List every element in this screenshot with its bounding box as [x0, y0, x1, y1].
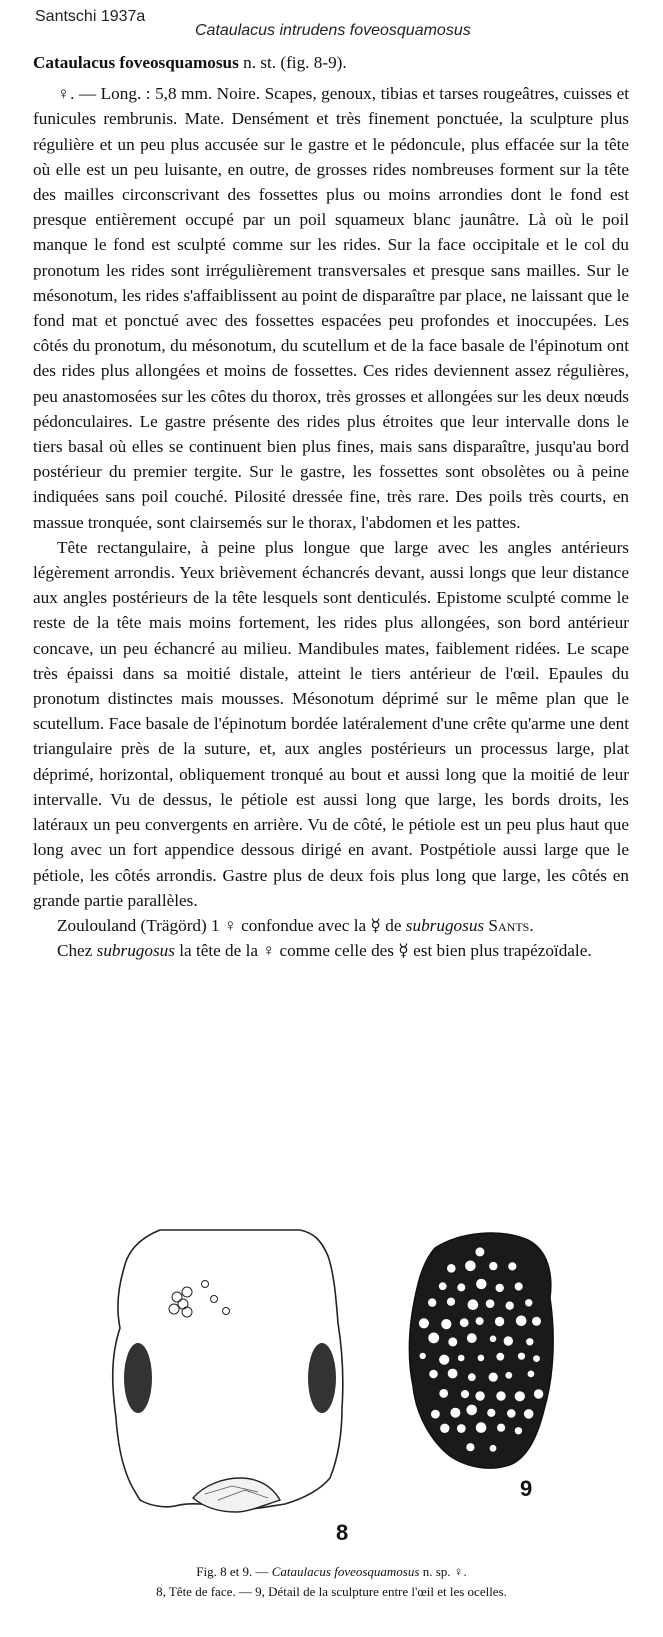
- description-paragraph-2: Tête rectangulaire, à peine plus longue que large avec les angles antérieurs légèrement arrondis. Yeux brièvement échancrés devant, aussi longs que leur distance aux angles postérieurs de la tête lesquels sont denticulés. Epistome sculpté comme le reste de la tête mais moins fortement, les rides plus allongées, son bord antérieur concave, un peu échancré au milieu. Mandibules mates, faiblement ridées. Le scape très épaissi dans sa moitié distale, atteint le tiers antérieur de l'œil. Epaules du pronotum distinctes mais mousses. Mésonotum déprimé sur le même plan que le scutellum. Face basale de l'épinotum bordée latéralement d'une crête qu'arme une dent triangulaire près de la suture, et, aux angles postérieurs un processus large, plat déprimé, horizontal, obliquement tronqué au bout et aussi long que la moitié de leur intervalle. Vu de dessus, le pétiole est aussi long que large, les bords droits, les latéraux un peu convergents en arrière. Vu de côté, le pétiole est un peu plus haut que long avec un fort appendice dessous dirigé en avant. Postpétiole aussi large que le pétiole, les côtés arrondis. Gastre plus de deux fois plus long que large, les côtés en grande partie parallèles.: [33, 537, 629, 910]
- sculpture-pit: [476, 1422, 487, 1433]
- taxon-heading: Cataulacus intrudens foveosquamosus: [195, 22, 471, 39]
- sculpture-pit: [420, 1353, 426, 1359]
- sculpture-pit: [475, 1391, 484, 1400]
- sculpture-pit: [428, 1298, 436, 1306]
- sculpture-pit: [532, 1317, 541, 1326]
- sculpture-pit: [516, 1316, 527, 1327]
- comparison-paragraph: [33, 938, 629, 963]
- sculpture-pit: [496, 1284, 504, 1292]
- sculpture-pit: [431, 1410, 440, 1419]
- ocellus: [202, 1281, 209, 1288]
- sculpture-pit: [525, 1299, 532, 1306]
- sculpture-pit: [495, 1317, 504, 1326]
- locality-author: Sants.: [488, 915, 534, 935]
- sculpture-pit: [447, 1298, 455, 1306]
- sculpture-pit: [475, 1247, 484, 1256]
- sculpture-pit: [496, 1391, 505, 1400]
- ocellus: [223, 1308, 230, 1315]
- caption-line-2: 8, Tête de face. — 9, Détail de la sculpture entre l'œil et les ocelles.: [156, 1584, 507, 1599]
- sculpture-pit: [461, 1390, 469, 1398]
- sculpture-pit: [439, 1355, 449, 1365]
- left-eye: [124, 1343, 152, 1413]
- sculpture-pit: [458, 1355, 465, 1362]
- sculpture-pit: [447, 1264, 456, 1273]
- figure-8-label: 8: [336, 1520, 349, 1545]
- sculpture-pit: [490, 1445, 497, 1452]
- sculpture-pit: [506, 1302, 514, 1310]
- sculpture-pit: [528, 1371, 535, 1378]
- locality-text: Zoulouland (Trägörd) 1 ♀ confondue avec la ☿ de: [57, 915, 406, 935]
- sculpture-pit: [504, 1336, 513, 1345]
- sculpture-pit: [476, 1317, 484, 1325]
- sculpture-pit: [508, 1262, 516, 1270]
- sculpture-pit: [448, 1369, 458, 1379]
- sculpture-pit: [507, 1409, 516, 1418]
- sculpture-pit: [468, 1299, 479, 1310]
- sculpture-pit: [526, 1338, 533, 1345]
- sculpture-pit: [441, 1319, 451, 1329]
- figure-9-label: 9: [520, 1476, 533, 1501]
- locality-paragraph: [33, 913, 629, 938]
- species-name: Cataulacus foveosquamosus: [33, 53, 239, 72]
- comparison-species: subrugosus: [96, 941, 175, 961]
- sculpture-pit: [496, 1353, 504, 1361]
- sculpture-pit: [468, 1373, 476, 1381]
- sculpture-pit: [450, 1408, 460, 1418]
- description-paragraph-1: ♀. — Long. : 5,8 mm. Noire. Scapes, genoux, tibias et tarses rougeâtres, cuisses et funicules rembrunis. Mate. Densément et très finement ponctuée, la sculpture plus régulière et un peu plus accusée sur le gastre et le pédoncule, plus effacée sur la tête où elle est un peu luisante, en outre, de grosses rides nombreuses forment sur la tête des mailles circonscrivant des fossettes plus ou moins arrondies dont le fond est presque entièrement occupé par un poil squameux blanc jaunâtre. Là où le poil manque le fond est sculpté comme sur les rides. Sur la face occipitale et le col du pronotum les rides sont irrégulièrement transversales et presque sans mailles. Sur le mésonotum, les rides s'affaiblissent au point de disparaître par place, ne laissant que le fond mat et ponctué avec des fossettes espacées peu profondes et inoccupées. Les côtés du pronotum, du mésonotum, du scutellum et de la face basale de l'épinotum ont des rides plus allongées et moins de fossettes. Ces rides deviennent assez régulières, peu anastomosées sur les côtes du thorox, très grosses et allongées sur les deux nœuds pédonculaires. Le gastre présente des rides plus étroites que leur intervalle dons le tiers basal où elles se continuent bien plus fines, mais sans disparaître, jusqu'au bord postérieur du premier tergite. Sur le gastre, les fossettes sont obsolètes ou à peine indiquées sans poil couché. Pilosité dressée fine, très rare. Des poils très courts, en massue tronquée, sont clairsemés sur le thorax, l'abdomen et les pattes.: [33, 84, 629, 532]
- sculpture-pit: [440, 1424, 449, 1433]
- sculpture-pit: [478, 1355, 485, 1362]
- sculpture-pit: [497, 1424, 505, 1432]
- source-reference: Santschi 1937a: [35, 8, 146, 25]
- figures-panel: [0, 1228, 663, 1548]
- sculpture-pit: [466, 1443, 474, 1451]
- sculpture-pit: [428, 1333, 439, 1344]
- sculpture-pit: [533, 1355, 540, 1362]
- species-title-rest: n. st. (fig. 8-9).: [238, 53, 347, 72]
- sculpture-detail-spot: [169, 1287, 192, 1317]
- sculpture-pit: [524, 1409, 534, 1419]
- figure-8-head: [113, 1230, 343, 1512]
- comparison-pre: Chez: [57, 941, 97, 961]
- sculpture-pit: [439, 1282, 447, 1290]
- sculpture-pit: [490, 1336, 497, 1343]
- sculpture-pit: [476, 1279, 486, 1289]
- figure-9-sculpture: [409, 1233, 553, 1468]
- comparison-post: la tête de la ♀ comme celle des ☿ est bien plus trapézoïdale.: [174, 941, 592, 961]
- sculpture-pit: [505, 1372, 512, 1379]
- article-body: [33, 50, 629, 963]
- ocellus: [211, 1296, 218, 1303]
- species-title: [33, 50, 629, 75]
- sculpture-pit: [460, 1318, 469, 1327]
- sculpture-pit: [465, 1261, 476, 1272]
- caption-line-1: Fig. 8 et 9. — Cataulacus foveosquamosus n. sp. ♀.: [196, 1564, 467, 1579]
- right-eye: [308, 1343, 336, 1413]
- figure-caption: [0, 1562, 663, 1602]
- sculpture-pit: [518, 1353, 525, 1360]
- sculpture-pit: [489, 1373, 498, 1382]
- sculpture-pit: [439, 1389, 448, 1398]
- sculpture-pit: [489, 1262, 497, 1270]
- sculpture-pit: [486, 1299, 495, 1308]
- sculpture-pit: [419, 1318, 429, 1328]
- sculpture-pit: [457, 1283, 465, 1291]
- sculpture-pit: [467, 1333, 477, 1343]
- sculpture-pit: [487, 1409, 495, 1417]
- sculpture-pit: [457, 1424, 466, 1433]
- locality-species: subrugosus: [405, 915, 485, 935]
- sculpture-pit: [429, 1370, 438, 1379]
- caption-species: Cataulacus foveosquamosus: [271, 1564, 420, 1579]
- sculpture-pit: [515, 1427, 522, 1434]
- sculpture-pit: [534, 1389, 543, 1398]
- sculpture-pit: [515, 1391, 525, 1401]
- sculpture-pit: [448, 1337, 457, 1346]
- sculpture-pit: [466, 1405, 477, 1416]
- sculpture-pit: [515, 1282, 523, 1290]
